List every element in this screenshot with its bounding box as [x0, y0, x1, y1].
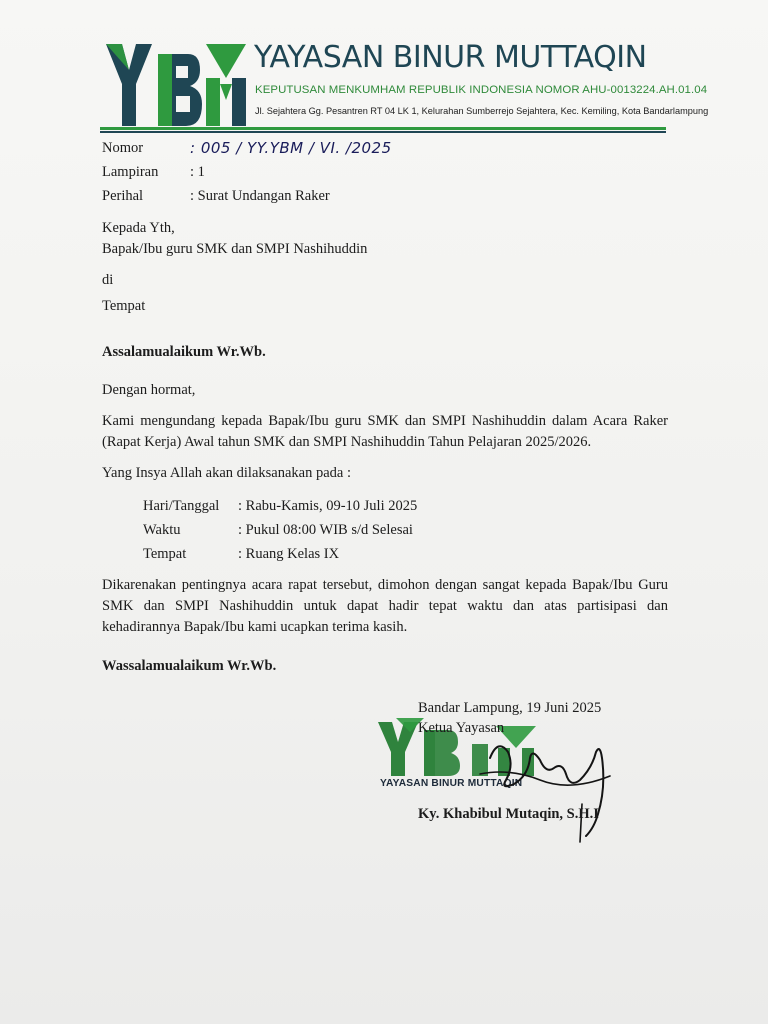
detail-value: : Rabu-Kamis, 09-10 Juli 2025: [238, 497, 418, 514]
detail-value: : Ruang Kelas IX: [238, 545, 340, 562]
org-decree: KEPUTUSAN MENKUMHAM REPUBLIK INDONESIA NOMOR AHU-0013224.AH.01.04: [255, 84, 708, 96]
meta-row-perihal: [102, 184, 392, 208]
detail-label: Waktu: [143, 521, 181, 538]
paragraph-closing: Dikarenakan pentingnya acara rapat tersebut, dimohon dengan sangat kepada Bapak/Ibu Guru SMK dan SMPI Nashihuddin untuk dapat hadir tepat waktu dan atas partisipasi dan kehadirannya Bapak/Ibu kami ucapkan terima kasih.: [102, 577, 668, 635]
recipient-name: Bapak/Ibu guru SMK dan SMPI Nashihuddin: [102, 241, 368, 257]
sign-place-date: Bandar Lampung, 19 Juni 2025: [418, 700, 602, 716]
perihal-label: Perihal: [102, 187, 144, 204]
stamp-text: YAYASAN BINUR MUTTAQIN: [380, 778, 523, 789]
recipient-block: [102, 218, 668, 260]
lampiran-value: : 1: [190, 163, 205, 180]
handwritten-signature: [470, 718, 620, 843]
details-intro: Yang Insya Allah akan dilaksanakan pada :: [102, 465, 351, 481]
salutation: Dengan hormat,: [102, 382, 196, 398]
nomor-value: : 005 / YY.YBM / VI. /2025: [190, 139, 392, 157]
org-name: YAYASAN BINUR MUTTAQIN: [254, 40, 647, 75]
nomor-label: Nomor: [102, 139, 144, 156]
meta-row-lampiran: [102, 160, 392, 184]
signer-name: Ky. Khabibul Mutaqin, S.H.I: [418, 806, 599, 822]
letterhead-rule-dark: [100, 131, 666, 133]
letterhead: [100, 38, 709, 138]
sign-role: Ketua Yayasan: [418, 720, 505, 736]
recipient-place: Tempat: [102, 298, 146, 314]
detail-value: : Pukul 08:00 WIB s/d Selesai: [238, 521, 413, 538]
org-address: Jl. Sejahtera Gg. Pesantren RT 04 LK 1, Kelurahan Sumberrejo Sejahtera, Kec. Kemiling, Kota Bandarlampung: [255, 106, 709, 116]
detail-row: [143, 518, 417, 542]
paragraph-invitation: Kami mengundang kepada Bapak/Ibu guru SMK dan SMPI Nashihuddin dalam Acara Raker (Rapat Kerja) Awal tahun SMK dan SMPI Nashihuddin Tahun Pelajaran 2025/2026.: [102, 413, 668, 450]
letter-meta: [102, 136, 392, 208]
ybm-logo: [106, 44, 246, 126]
salam-close: Wassalamualaikum Wr.Wb.: [102, 658, 277, 674]
event-details: [143, 494, 417, 566]
detail-row: [143, 494, 417, 518]
lampiran-label: Lampiran: [102, 163, 159, 180]
letterhead-rule-green: [100, 127, 666, 130]
detail-label: Tempat: [143, 545, 187, 562]
recipient-di: di: [102, 272, 114, 288]
meta-row-nomor: [102, 136, 392, 160]
perihal-value: : Surat Undangan Raker: [190, 187, 330, 204]
salam-open: Assalamualaikum Wr.Wb.: [102, 344, 266, 360]
recipient-greeting: Kepada Yth,: [102, 220, 175, 236]
detail-label: Hari/Tanggal: [143, 497, 220, 514]
detail-row: [143, 542, 417, 566]
